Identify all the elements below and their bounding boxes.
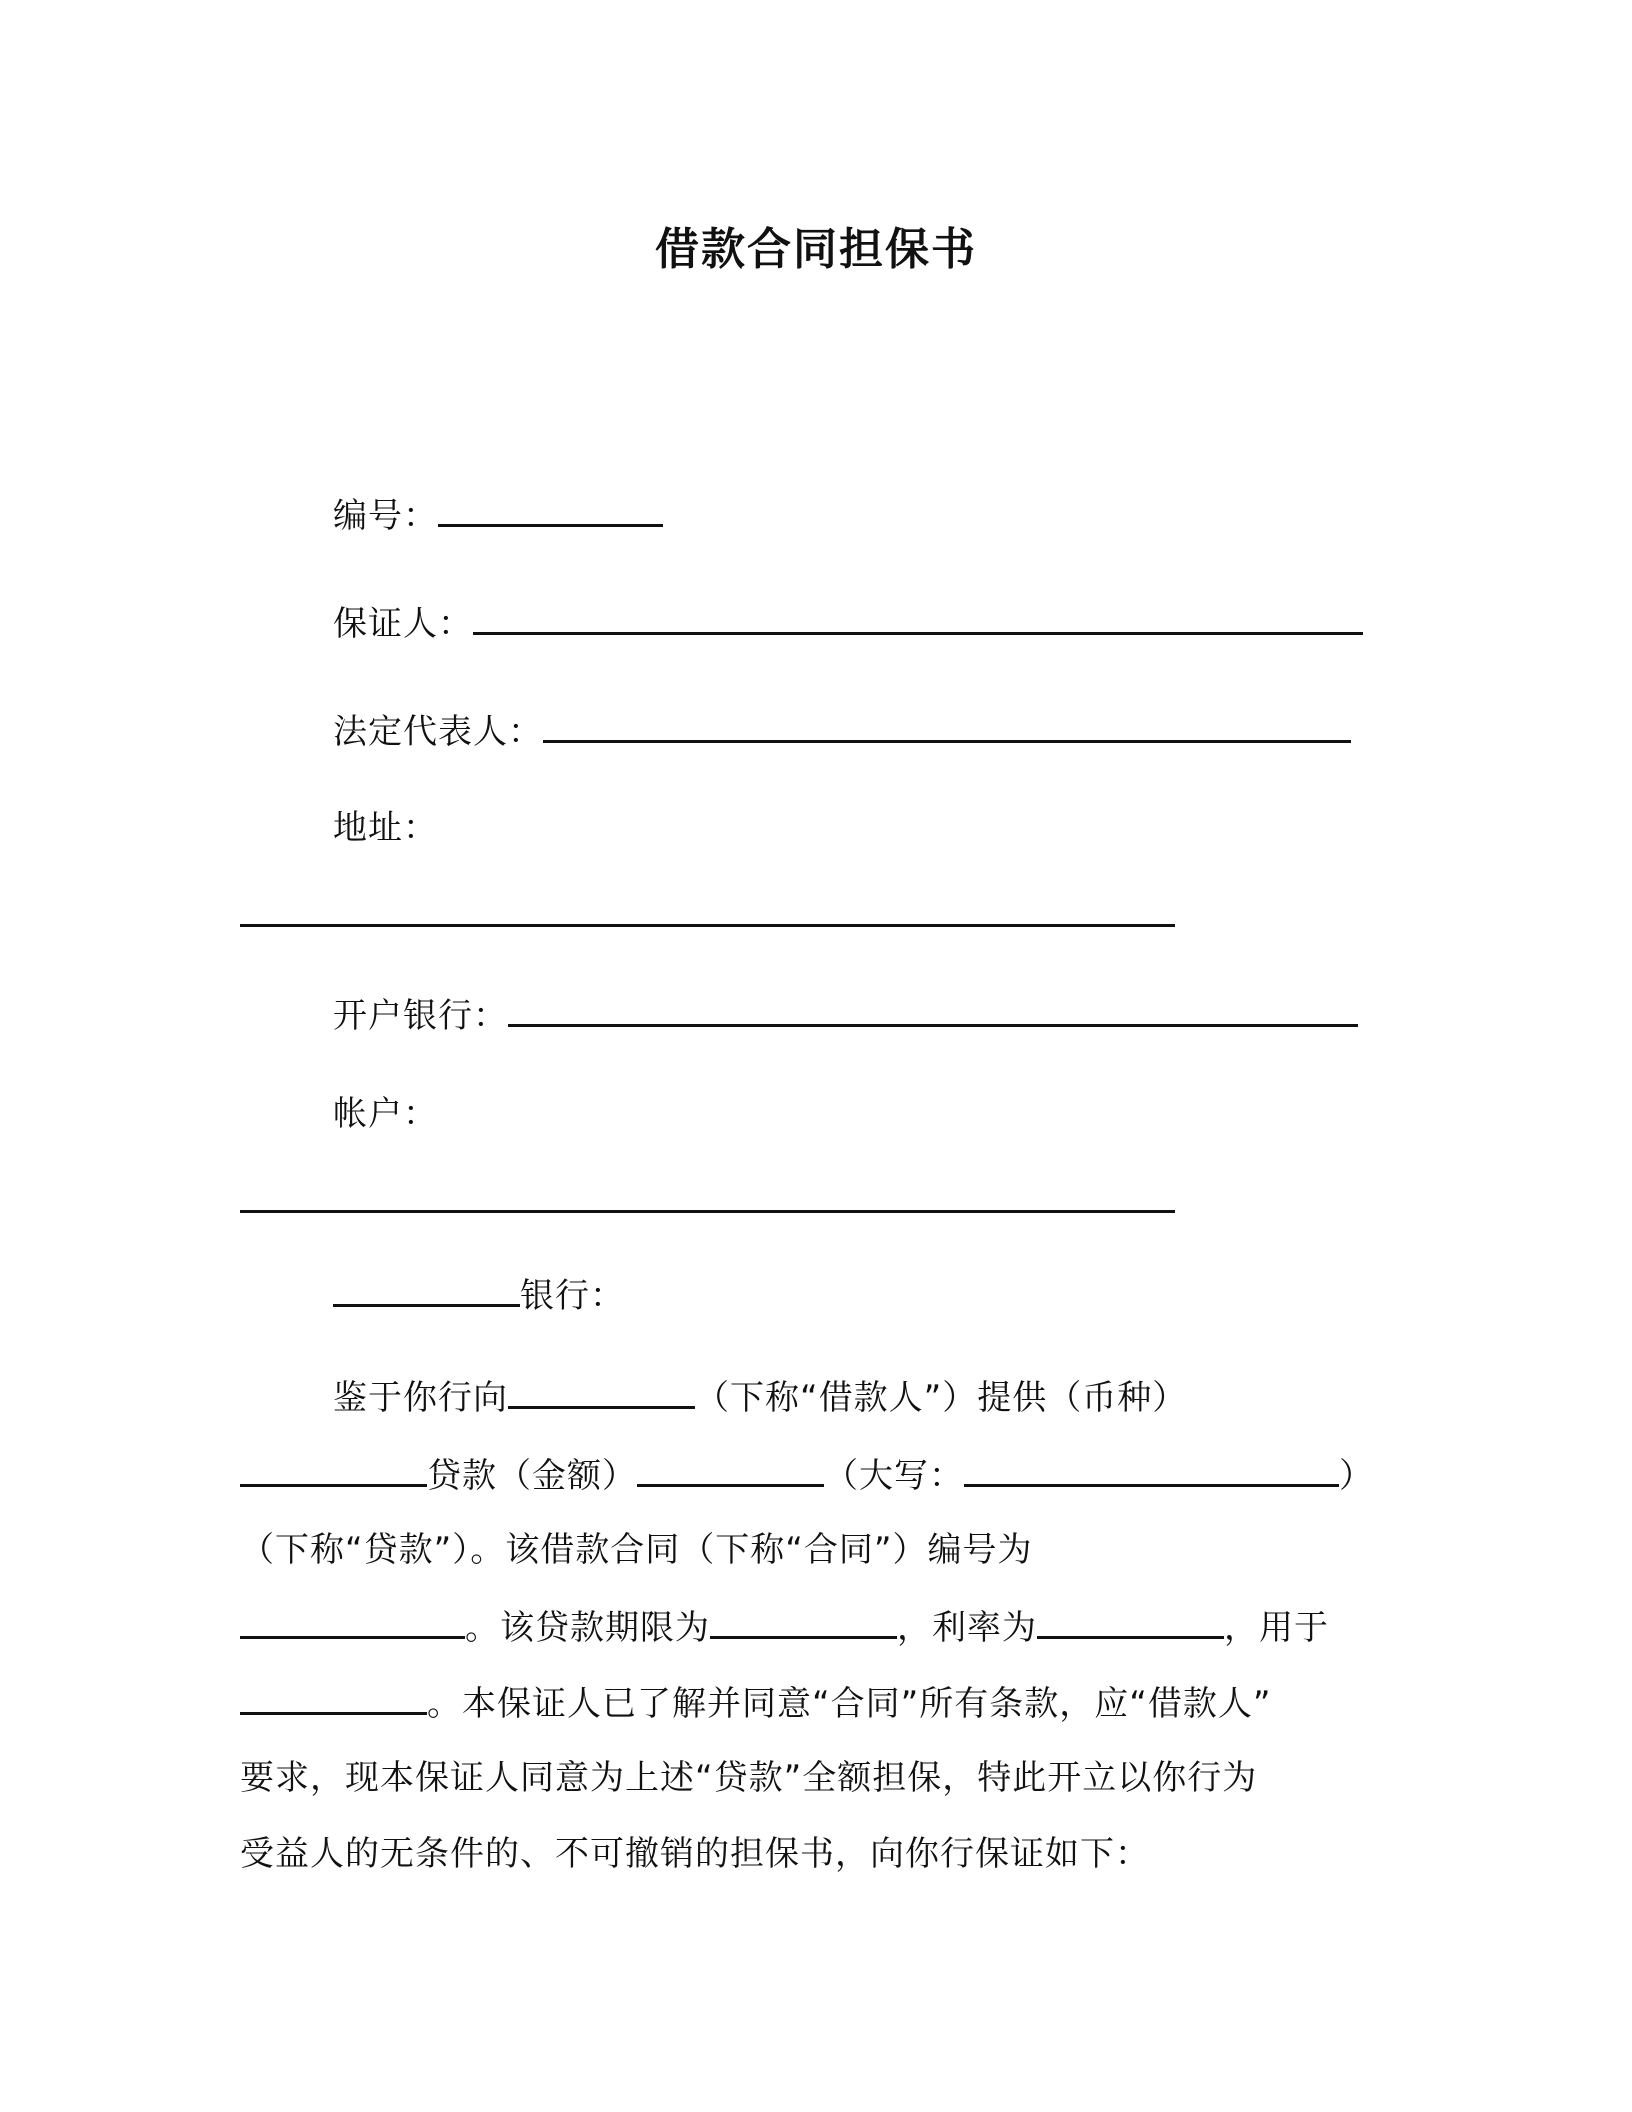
bank-row bbox=[333, 990, 1358, 1040]
account-label: 帐户： bbox=[333, 1094, 438, 1134]
amount-words-blank[interactable] bbox=[964, 1450, 1339, 1487]
body-text: 鉴于你行向 bbox=[333, 1378, 508, 1418]
guarantor-blank[interactable] bbox=[473, 598, 1363, 635]
serial-number-label: 编号： bbox=[333, 496, 438, 536]
body-text: 贷款（金额） bbox=[427, 1456, 637, 1496]
body-text: 。该贷款期限为 bbox=[465, 1608, 710, 1648]
body-text: （下称“贷款”）。该借款合同（下称“合同”）编号为 bbox=[240, 1530, 1033, 1570]
legal-rep-blank[interactable] bbox=[543, 706, 1351, 743]
account-blank-row bbox=[240, 1176, 1175, 1226]
legal-rep-row bbox=[333, 706, 1351, 756]
body-text: ，利率为 bbox=[897, 1608, 1037, 1648]
interest-rate-blank[interactable] bbox=[1037, 1602, 1224, 1639]
body-text: ，用于 bbox=[1224, 1608, 1329, 1648]
serial-number-row bbox=[333, 490, 663, 540]
addressee-bank-blank[interactable] bbox=[333, 1270, 520, 1307]
guarantor-row bbox=[333, 598, 1363, 648]
body-line-4 bbox=[240, 1602, 1329, 1652]
account-blank[interactable] bbox=[240, 1176, 1175, 1213]
amount-blank[interactable] bbox=[637, 1450, 824, 1487]
body-line-2 bbox=[240, 1450, 1374, 1500]
bank-label: 开户银行： bbox=[333, 996, 508, 1036]
body-text: （下称“借款人”）提供（币种） bbox=[695, 1378, 1188, 1418]
addressee-suffix: 银行： bbox=[520, 1276, 625, 1316]
currency-blank[interactable] bbox=[240, 1450, 427, 1487]
address-row bbox=[333, 804, 438, 852]
body-line-3 bbox=[240, 1526, 1032, 1574]
document-title: 借款合同担保书 bbox=[655, 224, 977, 275]
address-blank[interactable] bbox=[240, 890, 1175, 927]
body-text: 受益人的无条件的、不可撤销的担保书，向你行保证如下： bbox=[240, 1834, 1150, 1874]
account-row bbox=[333, 1090, 438, 1138]
addressee-row bbox=[333, 1270, 625, 1320]
purpose-blank[interactable] bbox=[240, 1678, 427, 1715]
address-label: 地址： bbox=[333, 808, 438, 848]
body-text: （大写： bbox=[824, 1456, 964, 1496]
body-text: 。本保证人已了解并同意“合同”所有条款，应“借款人” bbox=[427, 1684, 1272, 1724]
contract-number-blank[interactable] bbox=[240, 1602, 465, 1639]
body-line-7 bbox=[240, 1830, 1150, 1878]
body-line-6 bbox=[240, 1754, 1257, 1802]
body-text: ） bbox=[1339, 1456, 1374, 1496]
guarantor-label: 保证人： bbox=[333, 604, 473, 644]
body-line-5 bbox=[240, 1678, 1271, 1728]
loan-term-blank[interactable] bbox=[710, 1602, 897, 1639]
body-line-1 bbox=[333, 1372, 1187, 1422]
legal-rep-label: 法定代表人： bbox=[333, 712, 543, 752]
body-text: 要求，现本保证人同意为上述“贷款”全额担保，特此开立以你行为 bbox=[240, 1758, 1258, 1798]
serial-number-blank[interactable] bbox=[438, 490, 663, 527]
borrower-blank[interactable] bbox=[508, 1372, 695, 1409]
bank-blank[interactable] bbox=[508, 990, 1358, 1027]
address-blank-row bbox=[240, 890, 1175, 940]
